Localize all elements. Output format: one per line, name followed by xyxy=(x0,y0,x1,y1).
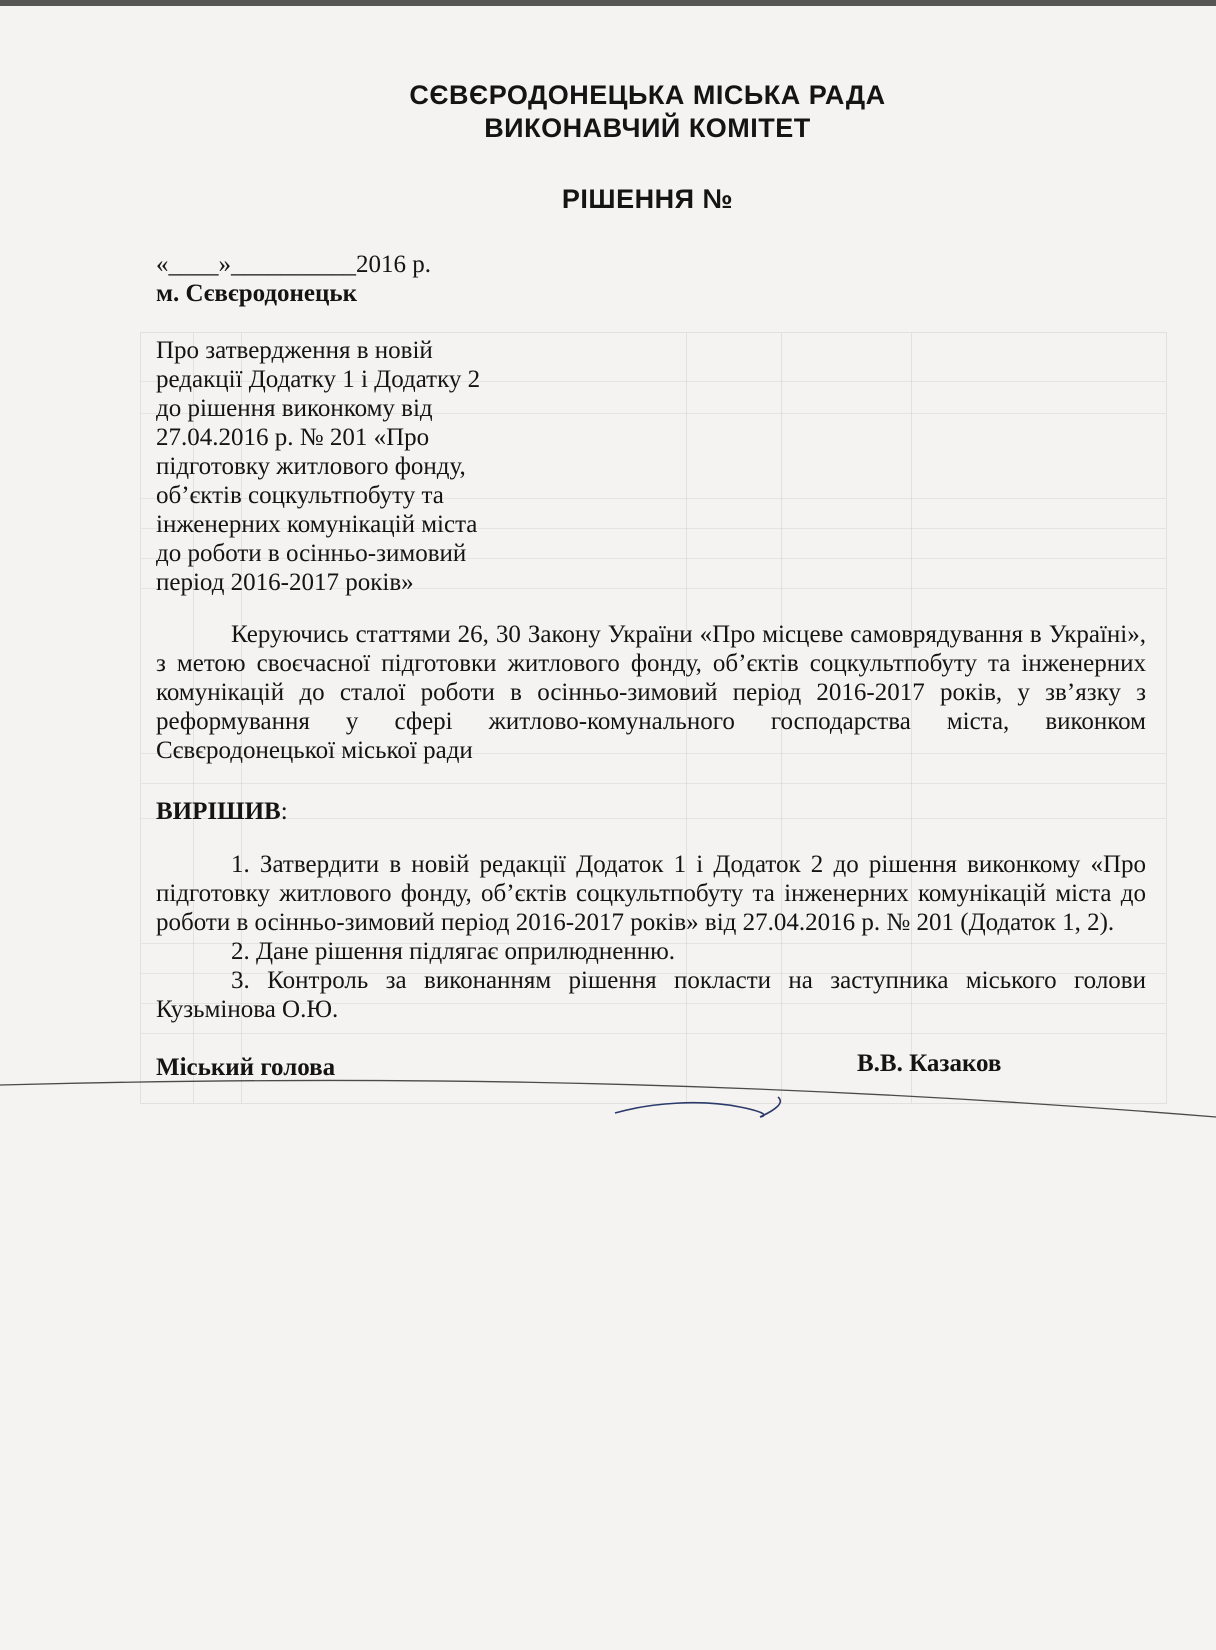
subject-line: період 2016-2017 років» xyxy=(156,569,414,596)
subject-line: підготовку житлового фонду, xyxy=(156,453,466,480)
signatory-name: В.В. Казаков xyxy=(857,1050,1002,1077)
bleed-through-header xyxy=(560,1215,980,1249)
preamble-paragraph: Керуючись статтями 26, 30 Закону України «Про місцеве самоврядування в Україні», з метою своєчасної підготовки житлового фонду, об’єктів соцкультпобуту та інженерних комунікацій до сталої роботи в осінньо-зимовий період 2016-2017 років, у зв’язку з реформування у сфері житлово-комунального господарства міста, виконком Сєвєродонецької міської ради xyxy=(156,621,1146,764)
signatory-position: Міський голова xyxy=(156,1054,336,1081)
resolution-item-1: 1. Затвердити в новій редакції Додаток 1 і Додаток 2 до рішення виконкому «Про підготовку житлового фонду, об’єктів соцкультпобуту та інженерних комунікацій міста до роботи в осінньо-зимовий період 2016-2017 років» від 27.04.2016 р. № 201 (Додаток 1, 2). xyxy=(156,851,1146,936)
decision-title: РІШЕННЯ № xyxy=(561,184,734,214)
committee-name: ВИКОНАВЧИЙ КОМІТЕТ xyxy=(484,113,811,143)
subject-line: Про затвердження в новій xyxy=(156,337,433,364)
city-name: м. Сєвєродонецьк xyxy=(156,280,358,307)
subject-line: інженерних комунікацій міста xyxy=(156,511,478,538)
subject-line: до роботи в осінньо-зимовий xyxy=(156,540,467,567)
subject-line: об’єктів соцкультпобуту та xyxy=(156,482,444,509)
resolved-label: ВИРІШИВ xyxy=(156,798,281,825)
date-line: «____»__________2016 р. xyxy=(156,251,431,278)
subject-line: редакції Додатку 1 і Додатку 2 xyxy=(156,366,481,393)
decision-subject xyxy=(156,336,496,597)
resolution-item-3: 3. Контроль за виконанням рішення покласти на заступника міського голови Кузьмінова О.Ю. xyxy=(156,967,1146,1023)
resolution-item-2: 2. Дане рішення підлягає оприлюдненню. xyxy=(231,938,676,965)
resolved-heading xyxy=(156,797,288,826)
resolved-colon: : xyxy=(280,798,288,825)
subject-line: 27.04.2016 р. № 201 «Про xyxy=(156,424,430,451)
scan-edge-strip xyxy=(0,0,1216,6)
handwritten-signature xyxy=(610,1085,790,1125)
council-name: СЄВЄРОДОНЕЦЬКА МІСЬКА РАДА xyxy=(409,80,886,110)
subject-line: до рішення виконкому від xyxy=(156,395,433,422)
